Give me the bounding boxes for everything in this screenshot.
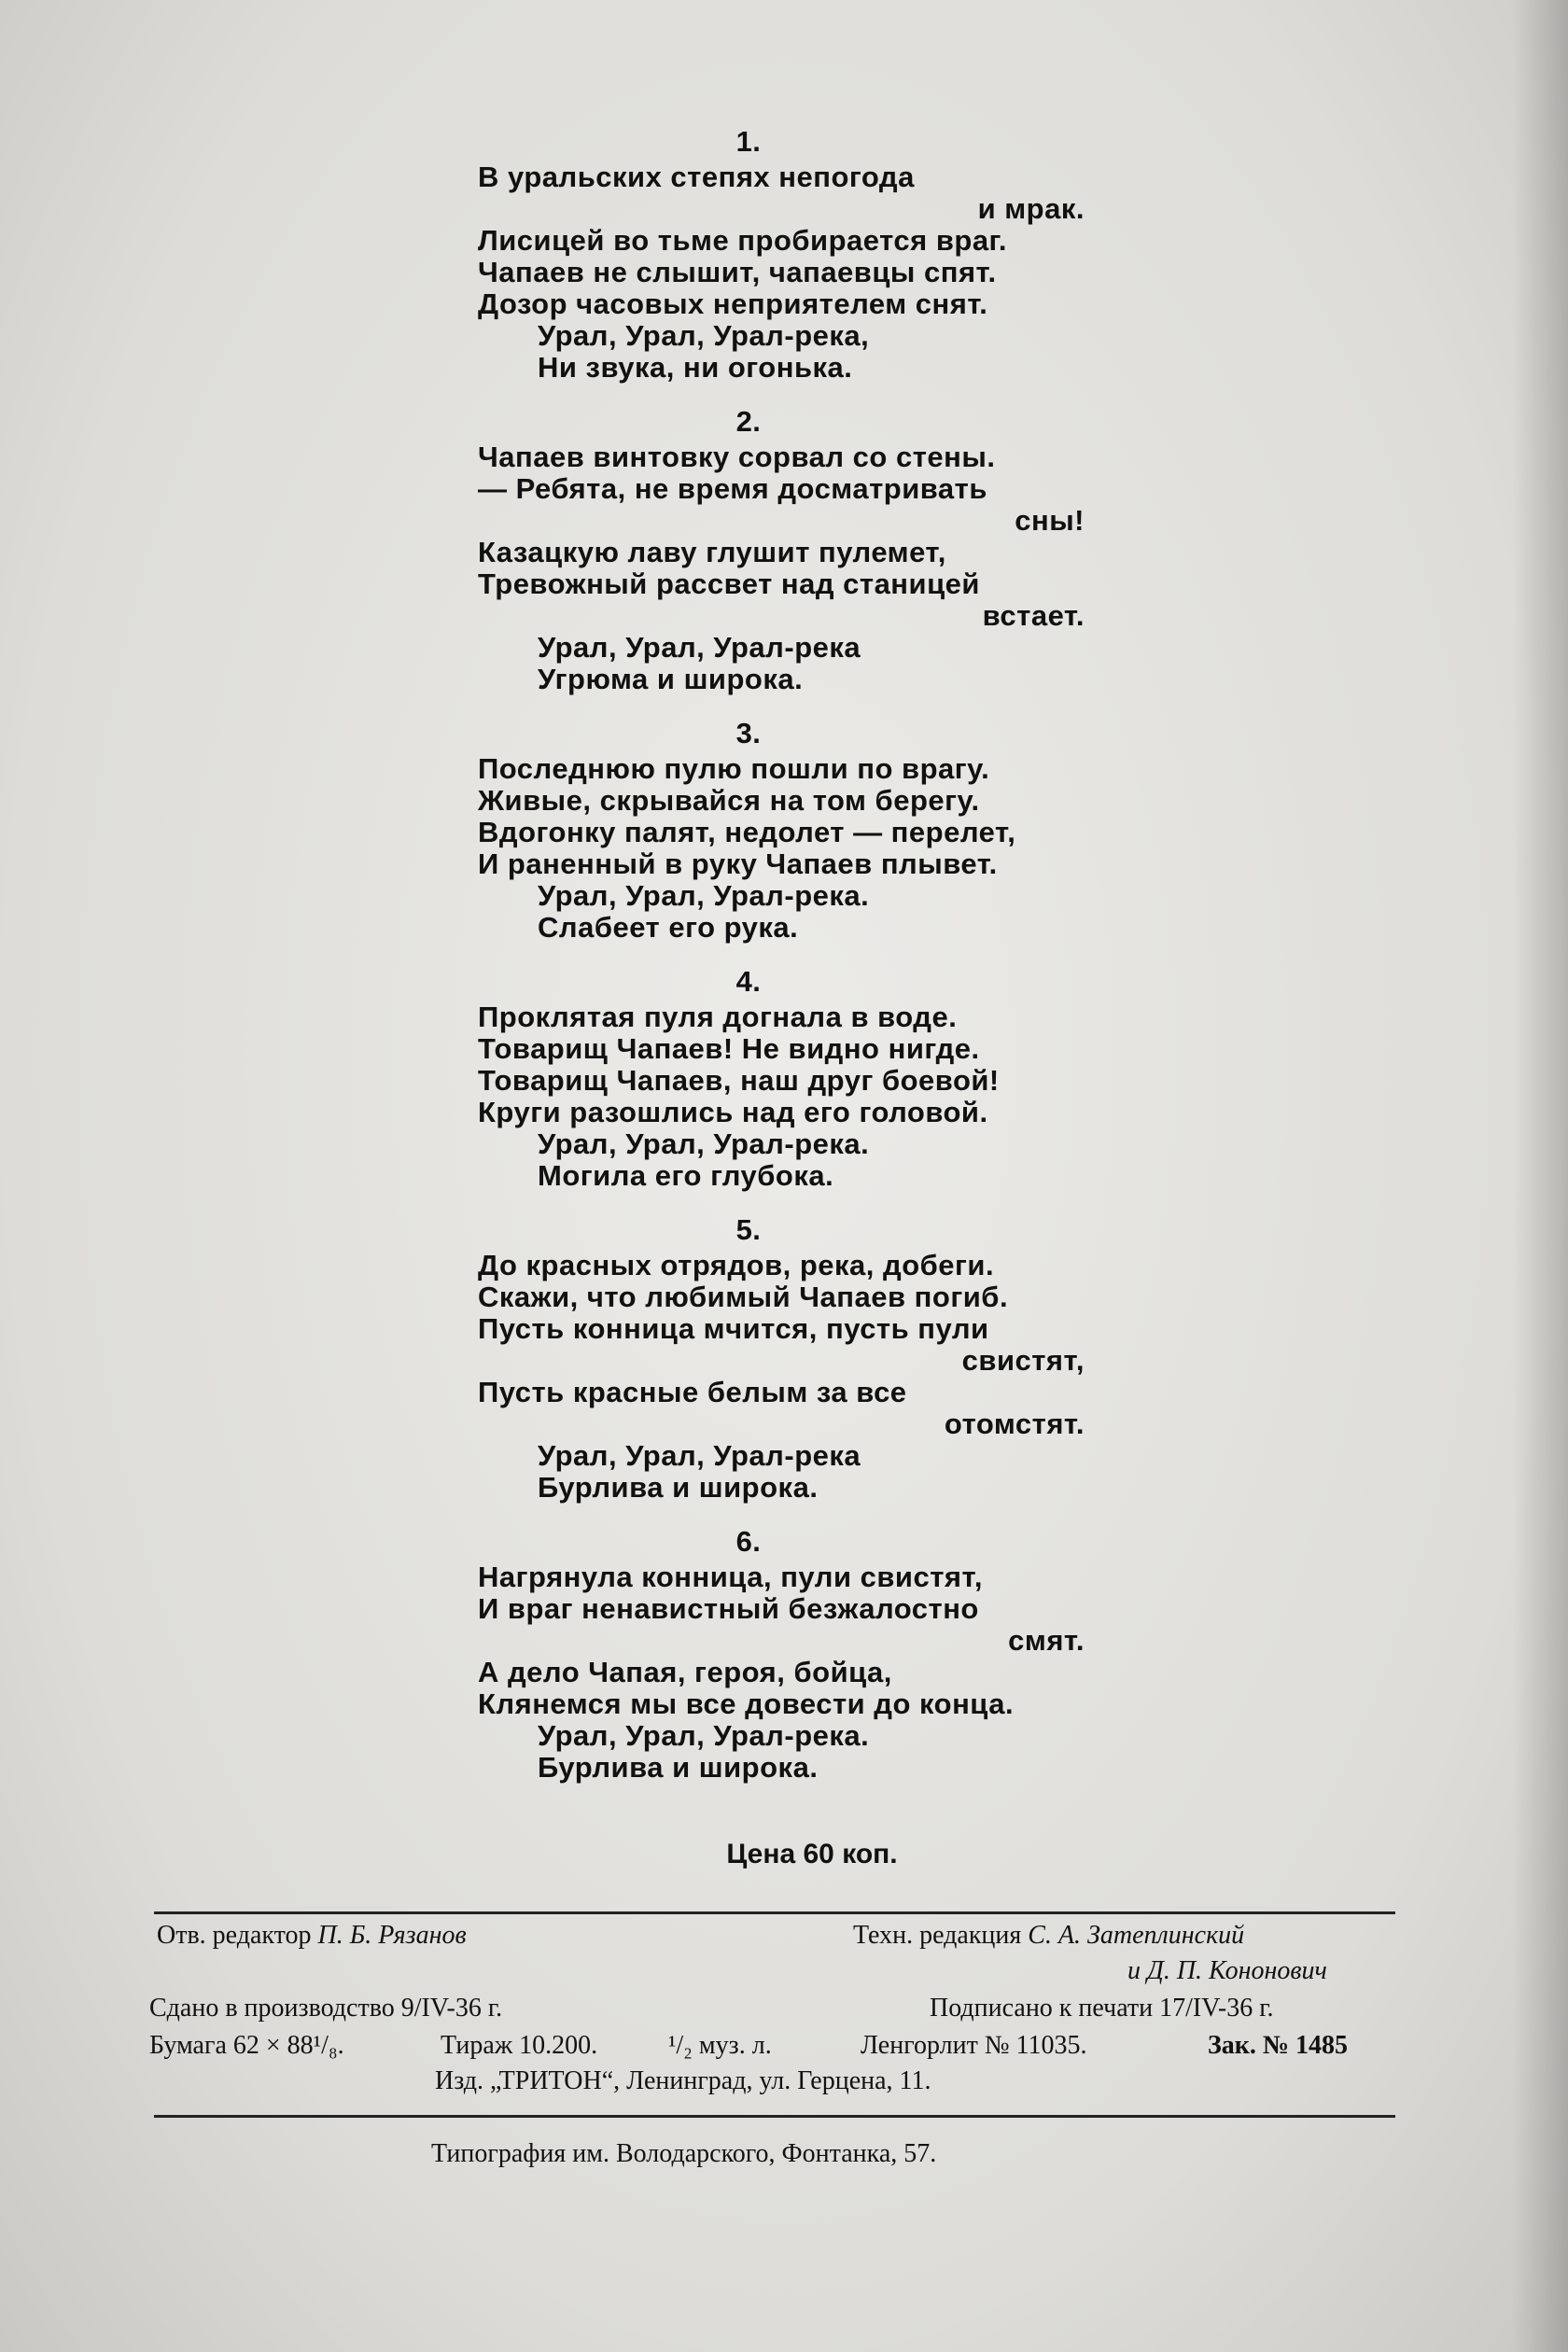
verse-line: Пусть красные белым за все <box>478 1376 907 1408</box>
refrain-line: Могила его глубока. <box>538 1159 834 1192</box>
tech-editor-name-1: С. А. Затеплинский <box>1028 1921 1245 1950</box>
verse-number: 1. <box>735 125 762 158</box>
verse <box>478 1214 1085 1504</box>
refrain-line: Урал, Урал, Урал-река <box>538 631 861 664</box>
tech-editor-label: Техн. редакция <box>853 1921 1022 1950</box>
verse-line: Дозор часовых неприятелем снят. <box>478 287 988 320</box>
verse-line: — Ребята, не время досматривать <box>478 472 987 505</box>
verse-number: 5. <box>735 1213 762 1246</box>
verse-line: Товарищ Чапаев, наш друг боевой! <box>478 1064 1000 1097</box>
verse-line-continuation: сны! <box>1015 504 1085 537</box>
verse-line: До красных отрядов, река, добеги. <box>478 1249 995 1281</box>
verse-line: И враг ненавистный безжалостно <box>478 1592 979 1625</box>
price-label: Цена 60 коп. <box>726 1839 898 1869</box>
signed-date: Подписано к печати 17/IV-36 г. <box>930 1994 1274 2023</box>
verse-line: Проклятая пуля догнала в воде. <box>478 1001 958 1033</box>
tech-editor-line-2 <box>1127 1956 1327 1986</box>
censor-number: Ленгорлит № 11035. <box>861 2031 1087 2060</box>
verse-number: 2. <box>735 405 762 438</box>
verse <box>478 126 1085 384</box>
editor-line <box>157 1921 467 1951</box>
verse <box>478 406 1085 695</box>
publisher-address: Изд. „ТРИТОН“, Ленинград, ул. Герцена, 11. <box>435 2066 931 2095</box>
verse-line: В уральских степях непогода <box>478 161 915 193</box>
verse-line: Круги разошлись над его головой. <box>478 1096 988 1128</box>
verse-line: И раненный в руку Чапаев плывет. <box>478 847 998 880</box>
editor-name: П. Б. Рязанов <box>317 1921 467 1950</box>
verse <box>478 1526 1085 1784</box>
verse-line: Пусть конница мчится, пусть пули <box>478 1312 989 1345</box>
verse-number: 6. <box>735 1525 762 1558</box>
verse-line-continuation: и мрак. <box>977 192 1085 225</box>
verse-line: Нагрянула конница, пули свистят, <box>478 1561 983 1593</box>
refrain-line: Урал, Урал, Урал-река. <box>538 1719 870 1752</box>
sheet-count: ¹/₂ муз. л. <box>668 2031 772 2060</box>
tech-editor-name-2: и Д. П. Кононович <box>1127 1956 1327 1985</box>
verse-line: Чапаев винтовку сорвал со стены. <box>478 441 996 473</box>
top-divider <box>154 1911 1395 1914</box>
print-run: Тираж 10.200. <box>441 2031 598 2060</box>
verse <box>478 966 1085 1192</box>
refrain-line: Слабеет его рука. <box>538 911 799 944</box>
verse-line: А дело Чапая, героя, бойца, <box>478 1656 892 1688</box>
paper-format: Бумага 62 × 88¹/₈. <box>149 2031 344 2060</box>
verse <box>478 718 1085 944</box>
page-edge-shadow <box>1512 0 1568 2352</box>
refrain-line: Бурлива и широка. <box>538 1751 819 1784</box>
verse-line: Живые, скрывайся на том берегу. <box>478 784 980 817</box>
verse-line: Лисицей во тьме пробирается враг. <box>478 224 1007 257</box>
verse-line: Чапаев не слышит, чапаевцы спят. <box>478 256 997 288</box>
submitted-date: Сдано в производство 9/IV-36 г. <box>149 1994 503 2023</box>
verse-line-continuation: встает. <box>982 599 1085 632</box>
verse-line-continuation: свистят, <box>961 1344 1085 1377</box>
verse-number: 4. <box>735 965 762 998</box>
verse-line: Последнюю пулю пошли по врагу. <box>478 752 990 785</box>
refrain-line: Угрюма и широка. <box>538 663 804 695</box>
verse-line: Товарищ Чапаев! Не видно нигде. <box>478 1032 980 1065</box>
printer-address: Типография им. Володарского, Фонтанка, 57. <box>431 2139 937 2168</box>
verse-line: Тревожный рассвет над станицей <box>478 567 980 600</box>
editor-label: Отв. редактор <box>157 1921 312 1950</box>
refrain-line: Бурлива и широка. <box>538 1471 819 1504</box>
refrain-line: Урал, Урал, Урал-река. <box>538 879 870 912</box>
refrain-line: Урал, Урал, Урал-река. <box>538 1127 870 1160</box>
verse-line: Скажи, что любимый Чапаев погиб. <box>478 1281 1009 1313</box>
verse-line: Клянемся мы все довести до конца. <box>478 1687 1015 1720</box>
refrain-line: Урал, Урал, Урал-река, <box>538 319 870 352</box>
song-lyrics <box>478 126 1085 1806</box>
refrain-line: Урал, Урал, Урал-река <box>538 1439 861 1472</box>
verse-line-continuation: смят. <box>1008 1624 1085 1657</box>
tech-editor-line <box>853 1921 1244 1951</box>
verse-line: Казацкую лаву глушит пулемет, <box>478 536 946 568</box>
verse-line-continuation: отомстят. <box>944 1407 1085 1440</box>
verse-number: 3. <box>735 717 762 749</box>
bottom-divider <box>154 2115 1395 2118</box>
verse-line: Вдогонку палят, недолет — перелет, <box>478 816 1016 848</box>
refrain-line: Ни звука, ни огонька. <box>538 351 853 384</box>
order-number: Зак. № 1485 <box>1208 2031 1349 2060</box>
